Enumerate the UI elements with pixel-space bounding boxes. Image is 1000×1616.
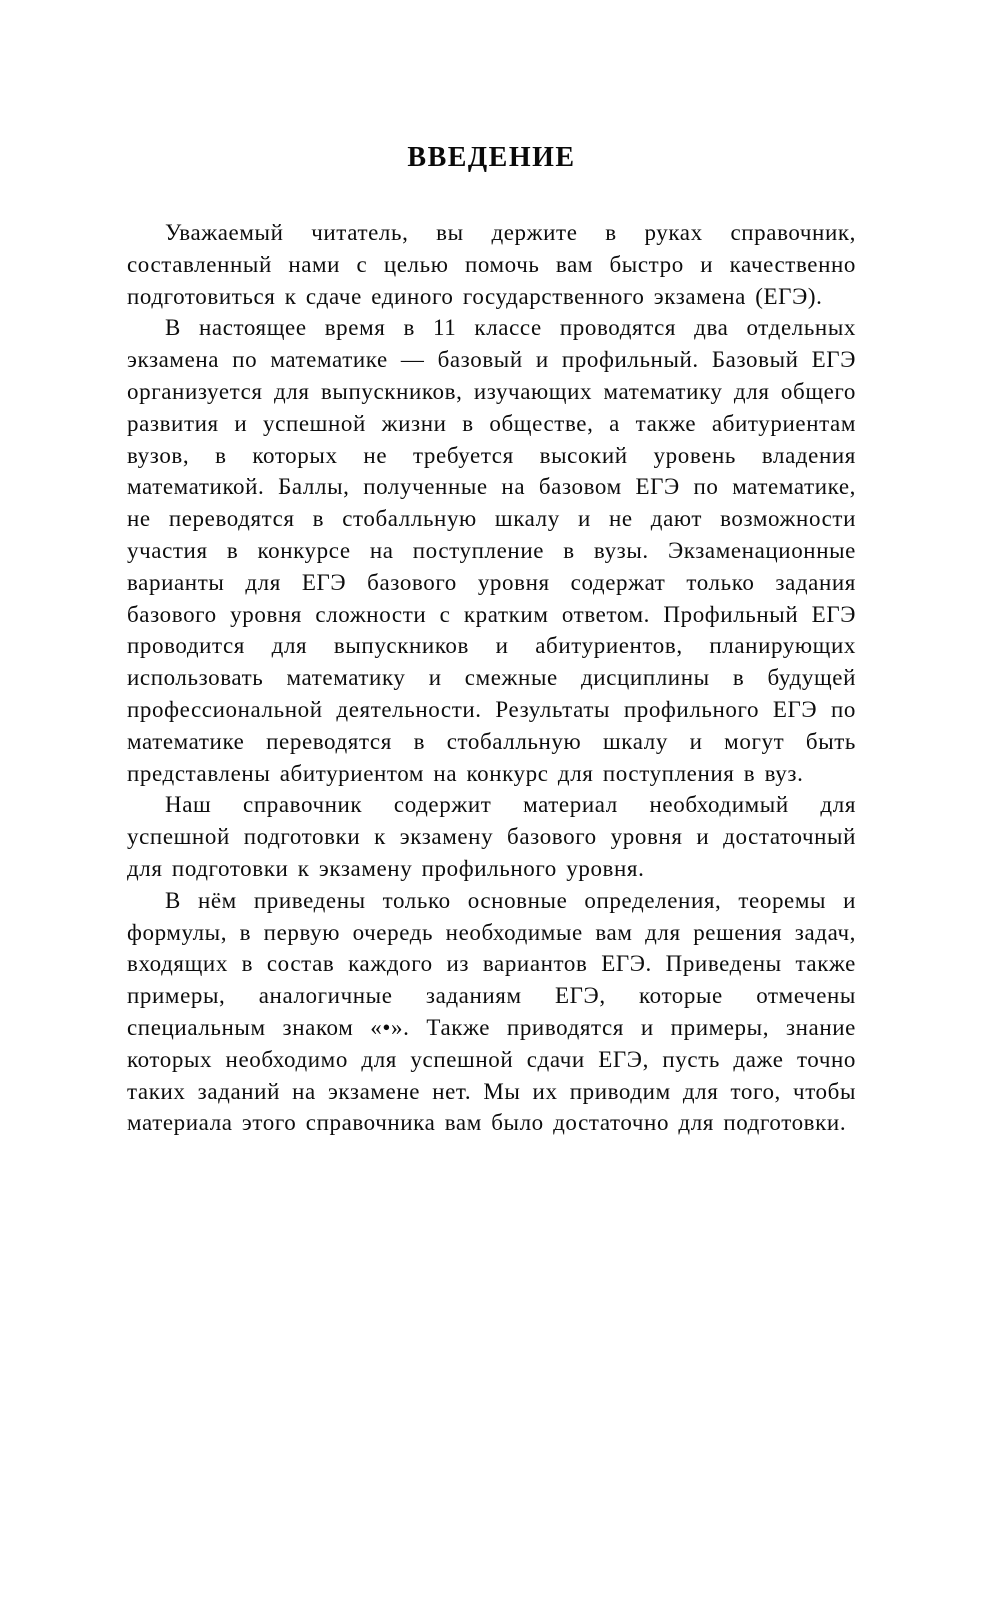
paragraph-handbook-content: Наш справочник содержит материал необходимый для успешной подготовки к экзамену базового уровня и достаточный для подготовки к экзамену профильного уровня.	[127, 792, 856, 881]
paragraph-intro: Уважаемый читатель, вы держите в руках справочник, составленный нами с целью помочь вам быстро и качественно подготовиться к сдаче единого государственного экзамена (ЕГЭ).	[127, 220, 856, 309]
paragraph-exam-types: В настоящее время в 11 классе проводятся два отдельных экзамена по математике — базовый и профильный. Базовый ЕГЭ организуется для выпускников, изучающих математику для общего развития и успешной жизни в обществе, а также абитуриентам вузов, в которых не требуется высокий уровень владения математикой. Баллы, полученные на базовом ЕГЭ по математике, не переводятся в стобалльную шкалу и не дают возможности участия в конкурсе на поступление в вузы. Экзаменационные варианты для ЕГЭ базового уровня содержат только задания базового уровня сложности с кратким ответом. Профильный ЕГЭ проводится для выпускников и абитуриентов, планирующих использовать математику и смежные дисциплины в будущей профессиональной деятельности. Результаты профильного ЕГЭ по математике переводятся в стобалльную шкалу и могут быть представлены абитуриентом на конкурс для поступления в вуз.	[127, 315, 856, 786]
page-title: ВВЕДЕНИЕ	[407, 142, 576, 173]
paragraph-examples-note: В нём приведены только основные определения, теоремы и формулы, в первую очередь необходимые вам для решения задач, входящих в состав каждого из вариантов ЕГЭ. Приведены также примеры, аналогичные заданиям ЕГЭ, которые отмечены специальным знаком «•». Также приводятся и примеры, знание которых необходимо для успешной сдачи ЕГЭ, пусть даже точно таких заданий на экзамене нет. Мы их приводим для того, чтобы материала этого справочника вам было достаточно для подготовки.	[127, 887, 856, 1136]
